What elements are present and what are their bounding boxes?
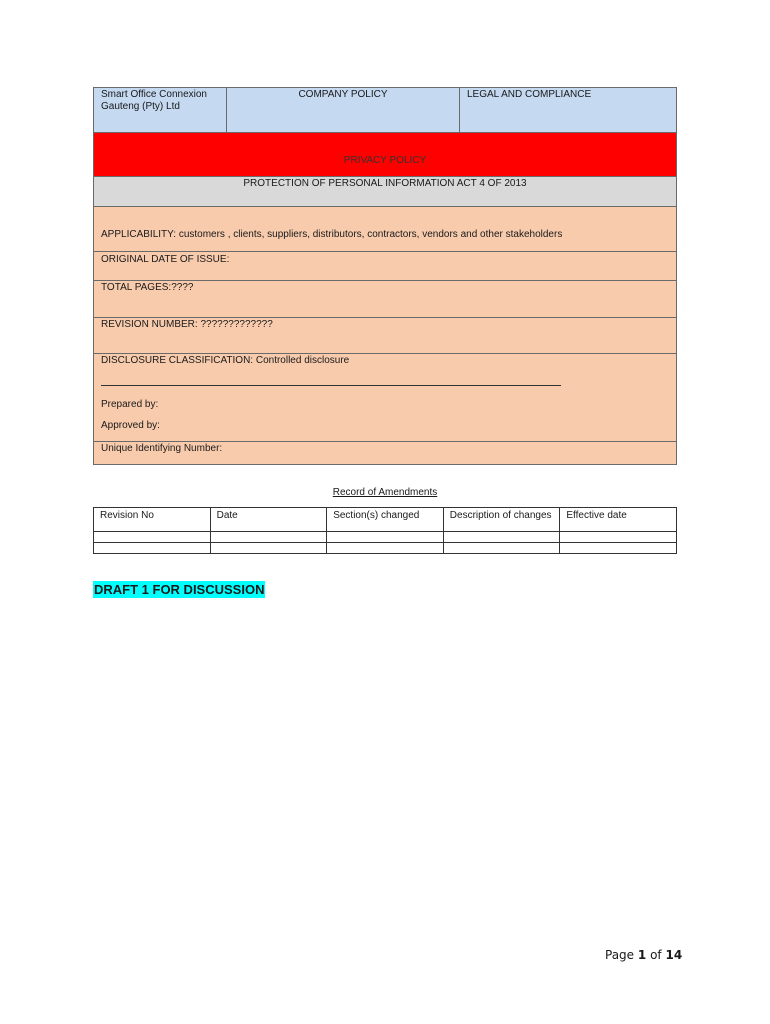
original-date-row [93, 251, 677, 281]
unique-id-text: Unique Identifying Number: [101, 443, 223, 454]
col-sections-changed: Section(s) changed [327, 508, 444, 532]
applicability-row [93, 206, 677, 252]
divider-line [101, 385, 561, 386]
page-number [605, 948, 682, 962]
page-prefix: Page [605, 948, 635, 962]
policy-title: PRIVACY POLICY [343, 155, 427, 166]
table-row [94, 543, 677, 554]
amendments-title: Record of Amendments [332, 487, 438, 498]
total-pages-row [93, 280, 677, 318]
table-cell [94, 532, 211, 543]
col-effective-date: Effective date [560, 508, 677, 532]
company-name: Smart Office Connexion Gauteng (Pty) Ltd [94, 88, 227, 132]
table-cell [327, 543, 444, 554]
disclosure-text: DISCLOSURE CLASSIFICATION: Controlled disclosure [101, 355, 350, 366]
prepared-by: Prepared by: [101, 399, 159, 410]
header-table [93, 87, 677, 133]
table-cell [560, 532, 677, 543]
page-current: 1 [637, 948, 647, 962]
amendments-table [93, 507, 677, 554]
table-cell [443, 543, 560, 554]
original-date-text: ORIGINAL DATE OF ISSUE: [101, 254, 230, 265]
table-cell [443, 532, 560, 543]
applicability-text: APPLICABILITY: customers , clients, suppliers, distributors, contractors, vendors and other stakeholders [101, 229, 563, 240]
approved-by: Approved by: [101, 420, 160, 431]
table-cell [94, 543, 211, 554]
table-cell [560, 543, 677, 554]
col-revision-no: Revision No [94, 508, 211, 532]
table-cell [210, 532, 327, 543]
page-total: 14 [665, 948, 683, 962]
policy-title-band [93, 132, 677, 177]
col-description: Description of changes [443, 508, 560, 532]
draft-label: DRAFT 1 FOR DISCUSSION [94, 582, 265, 597]
col-date: Date [210, 508, 327, 532]
policy-type: COMPANY POLICY [227, 88, 460, 132]
table-cell [210, 543, 327, 554]
department: LEGAL AND COMPLIANCE [467, 89, 592, 100]
disclosure-row [93, 353, 677, 442]
revision-number-text: REVISION NUMBER: ????????????? [101, 319, 273, 330]
act-title: PROTECTION OF PERSONAL INFORMATION ACT 4 OF 2013 [243, 178, 527, 189]
table-cell [327, 532, 444, 543]
table-header-row [94, 508, 677, 532]
revision-number-row [93, 317, 677, 354]
page-of: of [650, 948, 662, 962]
table-row [94, 532, 677, 543]
total-pages-text: TOTAL PAGES:???? [101, 282, 194, 293]
act-band [93, 176, 677, 207]
unique-id-row [93, 441, 677, 465]
